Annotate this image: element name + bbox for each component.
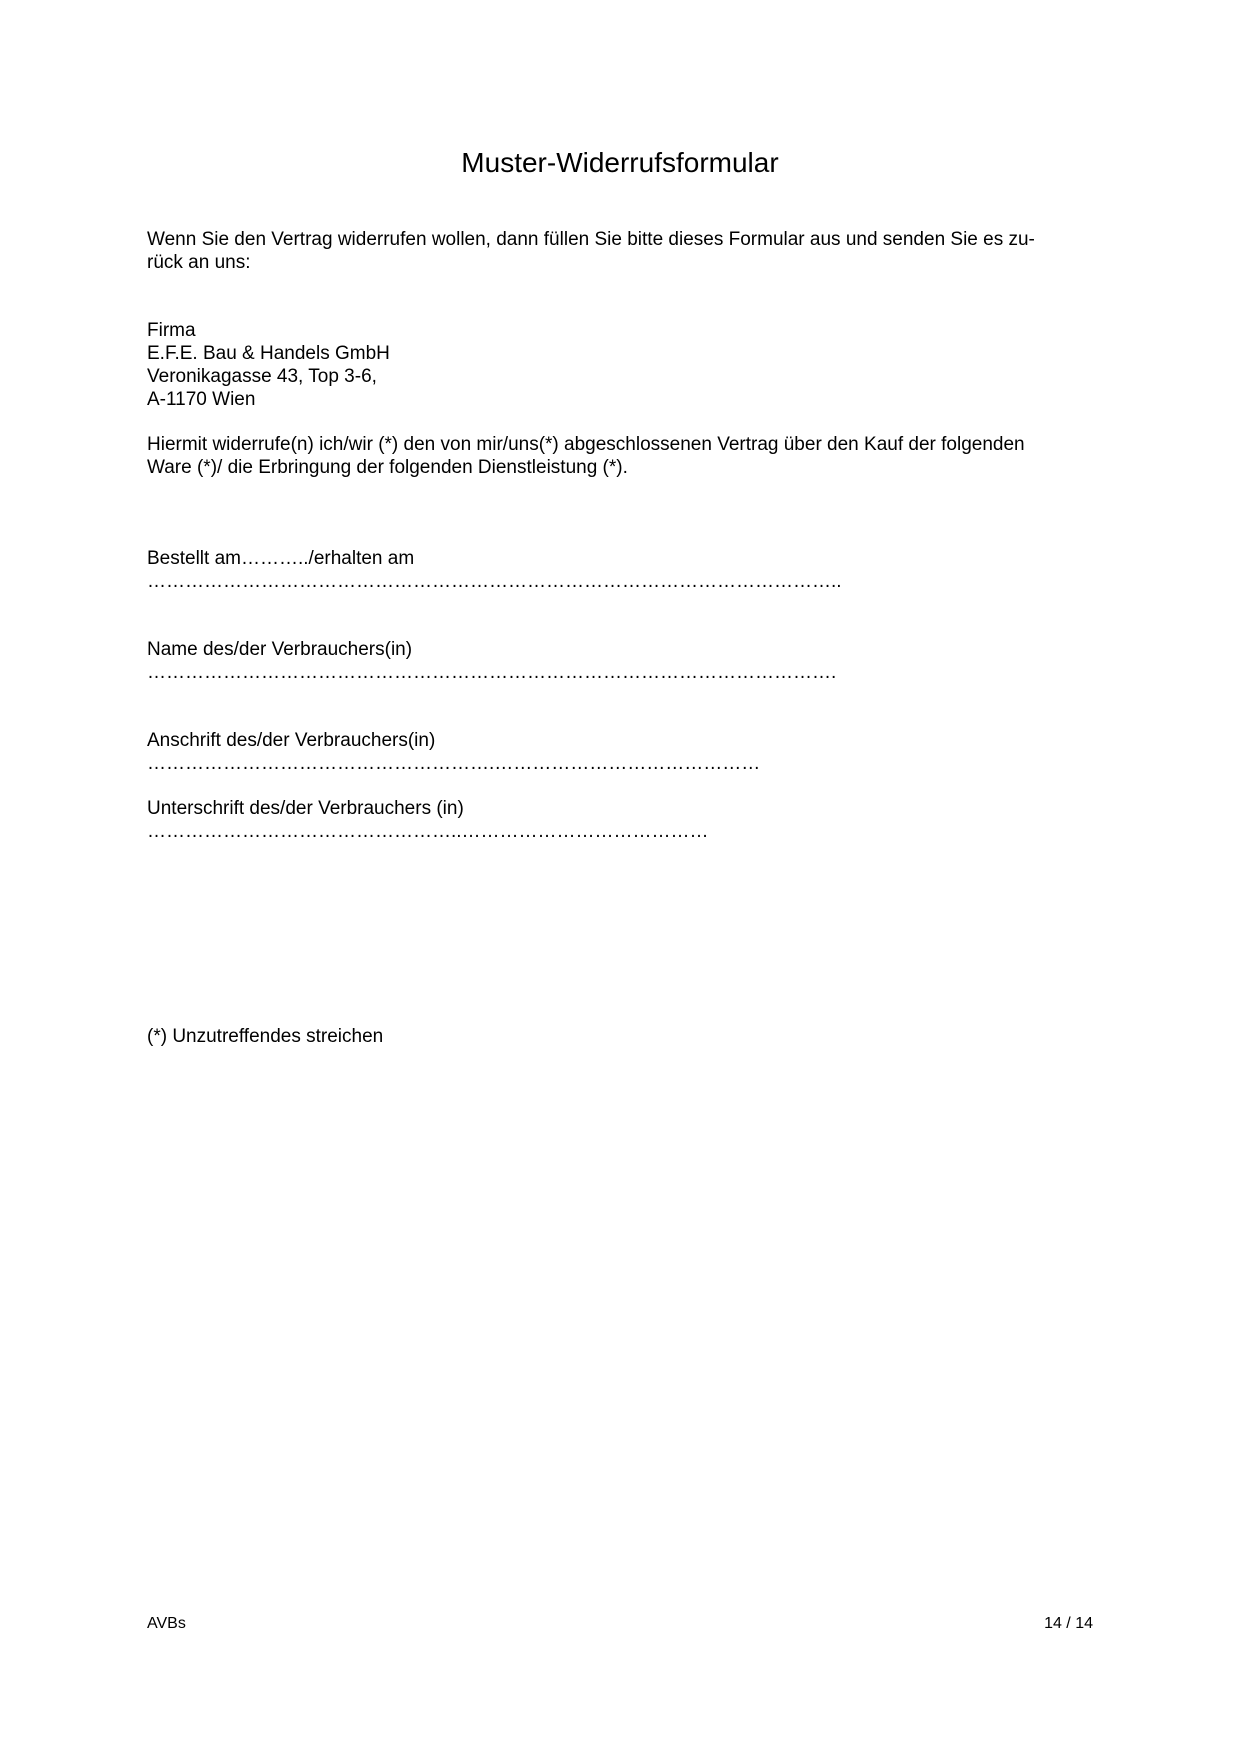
document-title: Muster-Widerrufsformular [461, 147, 779, 178]
footer-page-number: 14 / 14 [1044, 1615, 1093, 1632]
field-name-label: Name des/der Verbrauchers(in) [147, 639, 413, 660]
footnote-text: (*) Unzutreffendes streichen [147, 1026, 384, 1047]
declaration-line-2: Ware (*)/ die Erbringung der folgenden Dienstleistung (*). [147, 457, 628, 478]
field-name-dots: ………………………………………………………………………………………………. [147, 662, 837, 683]
field-ordered-label: Bestellt am………../erhalten am [147, 548, 415, 569]
declaration-paragraph [147, 433, 1092, 479]
intro-paragraph [147, 228, 1092, 274]
company-address [147, 319, 1092, 411]
intro-line-1: Wenn Sie den Vertrag widerrufen wollen, dann füllen Sie bitte dieses Formular aus und senden Sie es zu- [147, 229, 1035, 250]
field-consumer-signature [147, 797, 1092, 843]
address-line-3: Veronikagasse 43, Top 3-6, [147, 366, 377, 387]
field-consumer-name [147, 638, 1092, 684]
address-line-2: E.F.E. Bau & Handels GmbH [147, 343, 390, 364]
field-ordered-dots: ……………………………………………………………………………………………….. [147, 571, 842, 592]
footnote [147, 1025, 1092, 1048]
address-line-1: Firma [147, 320, 196, 341]
field-signature-label: Unterschrift des/der Verbrauchers (in) [147, 798, 464, 819]
intro-line-2: rück an uns: [147, 252, 251, 273]
address-line-4: A-1170 Wien [147, 389, 256, 410]
field-signature-dots: …………………………………………..………………………………… [147, 821, 709, 842]
field-consumer-address [147, 729, 1092, 775]
field-ordered-received [147, 547, 1092, 593]
field-address-label: Anschrift des/der Verbrauchers(in) [147, 730, 436, 751]
field-address-dots: ……………………………………………….…………………………………… [147, 753, 761, 774]
footer-doc-name: AVBs [147, 1615, 186, 1632]
declaration-line-1: Hiermit widerrufe(n) ich/wir (*) den von mir/uns(*) abgeschlossenen Vertrag über den Kauf der folgenden [147, 434, 1025, 455]
